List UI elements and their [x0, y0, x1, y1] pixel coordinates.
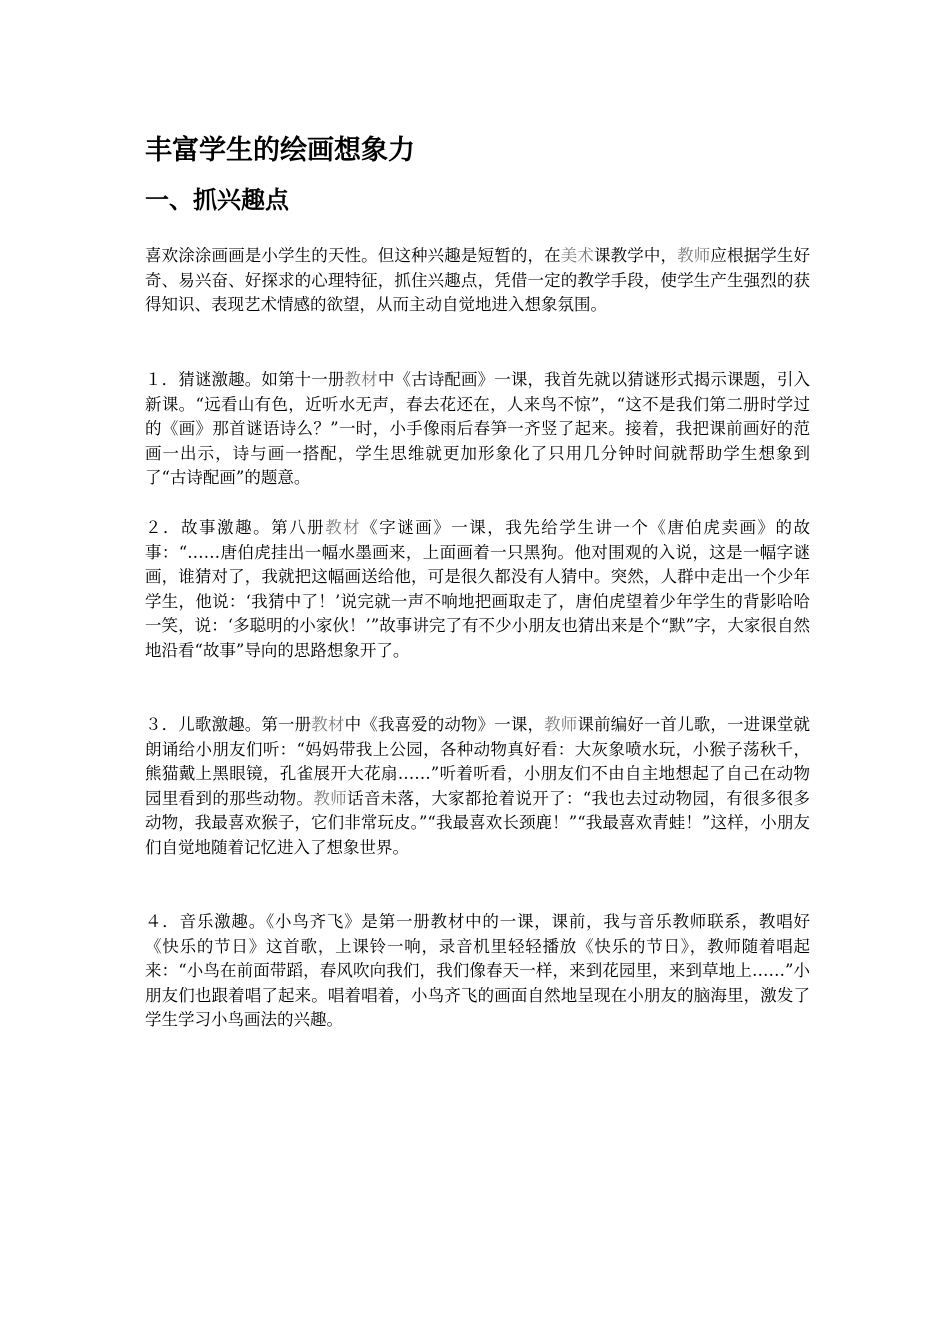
keyword-link[interactable]: 教师	[677, 246, 711, 265]
paragraph-text: 话音未落，大家都抢着说开了：“我也去过动物园，有很多很多动物，我最喜欢猴子，它们非常玩皮。”“我最喜欢长颈鹿！”“我最喜欢青蛙！”这样，小朋友们自觉地随着记忆进入了想象世界。	[145, 788, 811, 857]
paragraph-nursery-rhyme	[145, 713, 810, 861]
paragraph-text: ２．故事激趣。第八册	[145, 518, 326, 537]
paragraph-text: 《字谜画》一课，我先给学生讲一个《唐伯虎卖画》的故事：“……唐伯虎挂出一幅水墨画来，上面画着一只黑狗。他对围观的入说，这是一幅字谜画，谁猜对了，我就把这幅画送给他，可是很久都没有人猜中。突然，人群中走出一个少年学生，他说：‘我猜中了！’说完就一声不响地把画取走了，唐伯虎望着少年学生的背影哈哈一笑，说：‘多聪明的小家伙！’”故事讲完了有不少小朋友也猜出来是个“默”字，大家很自然地沿看“故事”导向的思路想象开了。	[145, 518, 811, 660]
keyword-link[interactable]: 美术	[560, 246, 594, 265]
document-title: 丰富学生的绘画想象力	[145, 135, 415, 166]
paragraph-text: １．猜谜激趣。如第十一册	[145, 370, 345, 389]
paragraph-text: 课前编好一首儿歌，一进课堂就朗诵给小朋友们听：“妈妈带我上公园，各种动物真好看：大灰象喷水玩，小猴子荡秋千，熊猫戴上黑眼镜，孔雀展开大花扇……”听着听看，小朋友们不由自主地想起了自己在动物园里看到的那些动物。	[145, 715, 811, 808]
keyword-link[interactable]: 教材	[325, 518, 362, 537]
keyword-link[interactable]: 教材	[344, 370, 378, 389]
paragraph-text: 应根据学生好奇、易兴奋、好探求的心理特征，抓住兴趣点，凭借一定的教学手段，使学生产生强烈的获得知识、表现艺术情感的欲望，从而主动自觉地进入想象氛围。	[145, 246, 811, 315]
section-heading: 一、抓兴趣点	[145, 186, 289, 214]
keyword-link[interactable]: 教师	[313, 788, 348, 808]
paragraph-riddle	[145, 368, 810, 491]
keyword-link[interactable]: 教材	[311, 715, 345, 734]
paragraph-music	[145, 910, 810, 1033]
keyword-link[interactable]: 教师	[544, 715, 578, 734]
paragraph-story	[145, 516, 810, 664]
paragraph-text: ３．儿歌激趣。第一册	[145, 715, 312, 734]
paragraph-text: 中《我喜爱的动物》一课，	[344, 715, 545, 734]
paragraph-text: 中《古诗配画》一课，我首先就以猜谜形式揭示课题，引入新课。“远看山有色，近听水无声，春去花还在，人来鸟不惊”，“这不是我们第二册时学过的《画》那首谜语诗么？”一时，小手像雨后春笋一齐竖了起来。接着，我把课前画好的范画一出示，诗与画一搭配，学生思维就更加形象化了只用几分钟时间就帮助学生想象到了“古诗配画”的题意。	[145, 370, 811, 488]
paragraph-text: 喜欢涂涂画画是小学生的天性。但这种兴趣是短暂的，在	[145, 246, 561, 265]
paragraph-intro	[145, 244, 810, 318]
paragraph-text: 课教学中，	[593, 246, 678, 265]
paragraph-text: ４．音乐激趣。《小鸟齐飞》是第一册教材中的一课，课前，我与音乐教师联系，教唱好《快乐的节日》这首歌，上课铃一响，录音机里轻轻播放《快乐的节日》，教师随着唱起来：“小鸟在前面带蹈，春风吹向我们，我们像春天一样，来到花园里，来到草地上……”小朋友们也跟着唱了起来。唱着唱着，小鸟齐飞的画面自然地呈现在小朋友的脑海里，激发了学生学习小鸟画法的兴趣。	[145, 912, 810, 1030]
